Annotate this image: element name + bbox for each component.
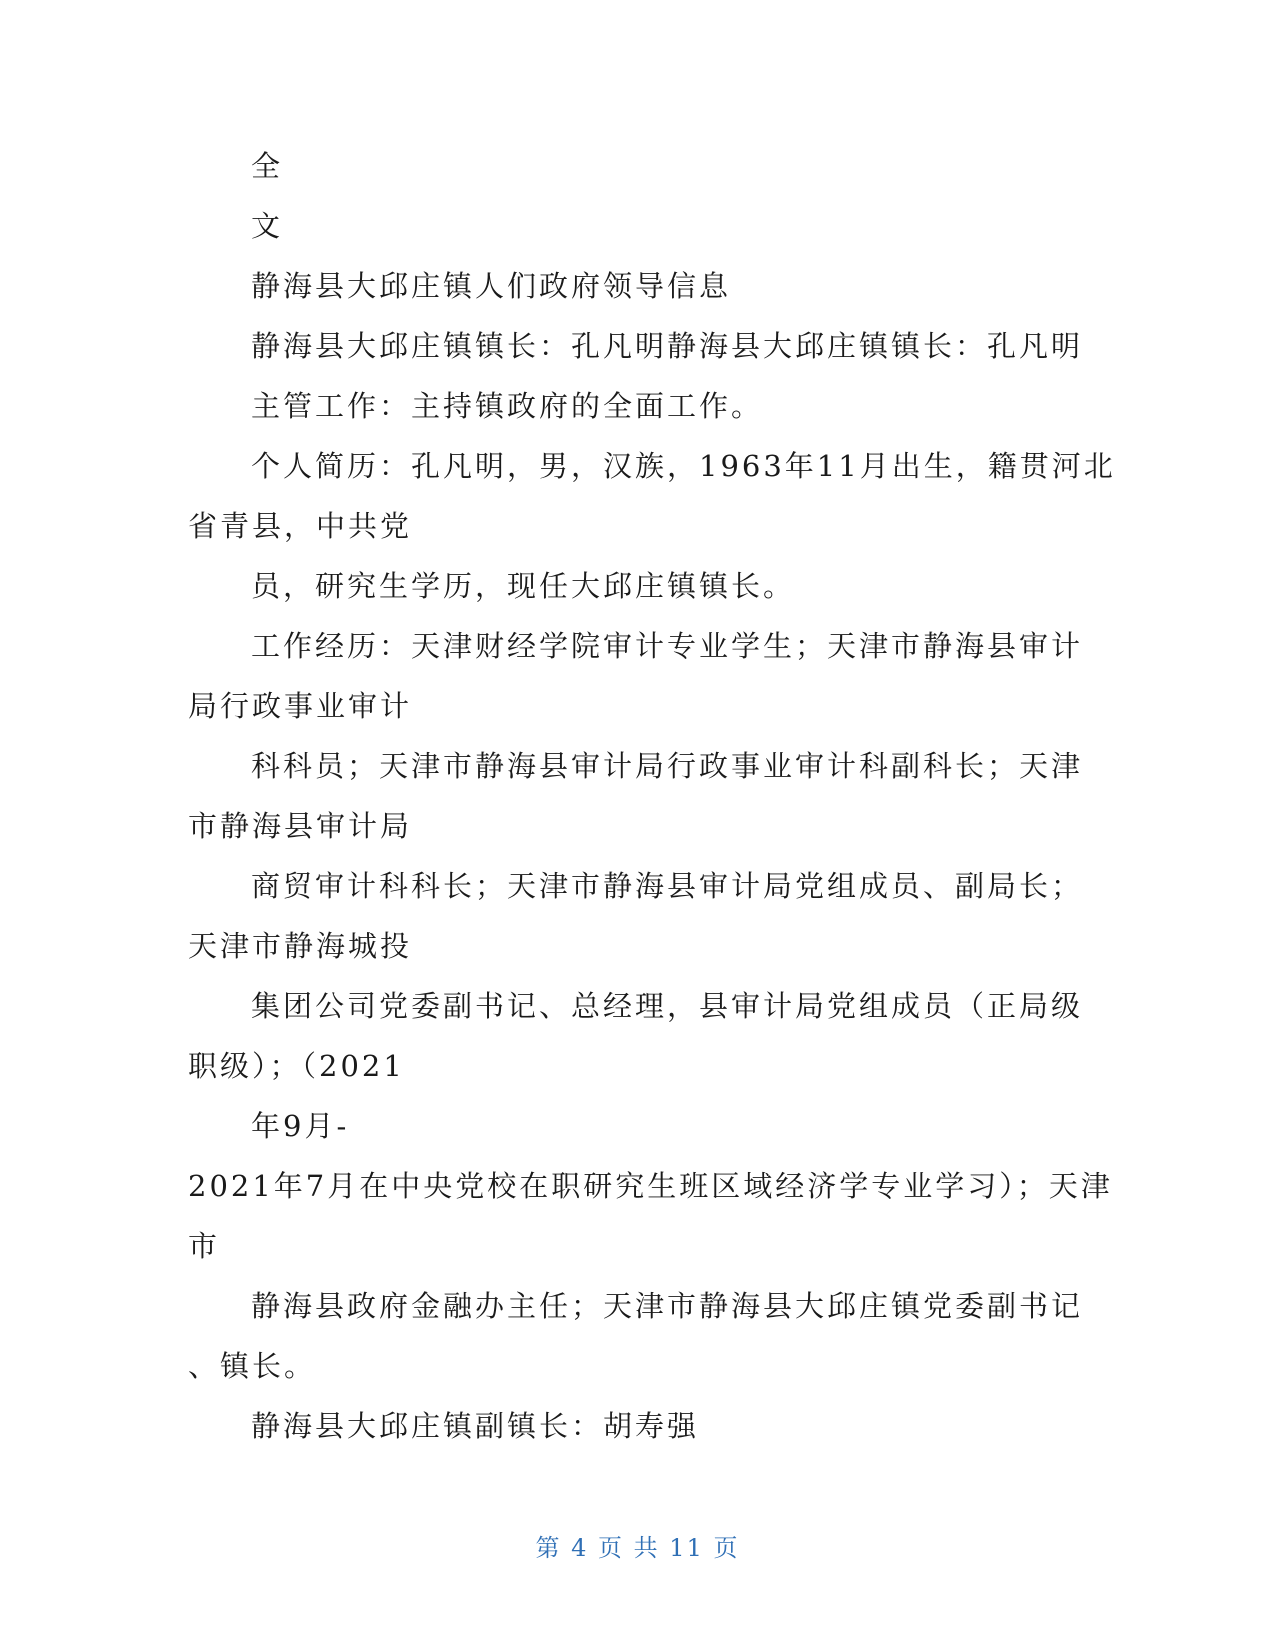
text-line: 集团公司党委副书记、总经理，县审计局党组成员（正局级: [251, 989, 1084, 1023]
text-line: 局行政事业审计: [188, 689, 413, 723]
text-line: 静海县大邱庄镇副镇长：胡寿强: [251, 1409, 700, 1443]
text-line: 工作经历：天津财经学院审计专业学生；天津市静海县审计: [251, 629, 1084, 663]
text-line: 市: [188, 1229, 221, 1263]
text-line: 静海县大邱庄镇镇长：孔凡明静海县大邱庄镇镇长：孔凡明: [251, 329, 1084, 363]
text-line: 员，研究生学历，现任大邱庄镇镇长。: [251, 569, 796, 603]
text-line: 科科员；天津市静海县审计局行政事业审计科副科长；天津: [251, 749, 1084, 783]
text-line: 个人简历：孔凡明，男，汉族，1963年11月出生，籍贯河北: [251, 449, 1116, 483]
text-line: 年9月-: [251, 1109, 350, 1143]
text-line: 文: [251, 209, 284, 243]
text-line: 天津市静海城投: [188, 929, 413, 963]
text-line: 2021年7月在中央党校在职研究生班区域经济学专业学习）；天津: [188, 1169, 1113, 1203]
section-title: 静海县大邱庄镇人们政府领导信息: [251, 269, 732, 303]
text-line: 全: [251, 149, 284, 183]
page-number: 第 4 页 共 11 页: [535, 1534, 740, 1562]
text-line: 静海县政府金融办主任；天津市静海县大邱庄镇党委副书记: [251, 1289, 1084, 1323]
text-line: 职级）；（2021: [188, 1049, 405, 1083]
text-line: 省青县，中共党: [188, 509, 413, 543]
text-line: 主管工作：主持镇政府的全面工作。: [251, 389, 764, 423]
text-line: 商贸审计科科长；天津市静海县审计局党组成员、副局长；: [251, 869, 1084, 903]
text-line: 市静海县审计局: [188, 809, 413, 843]
text-line: 、镇长。: [188, 1349, 317, 1383]
